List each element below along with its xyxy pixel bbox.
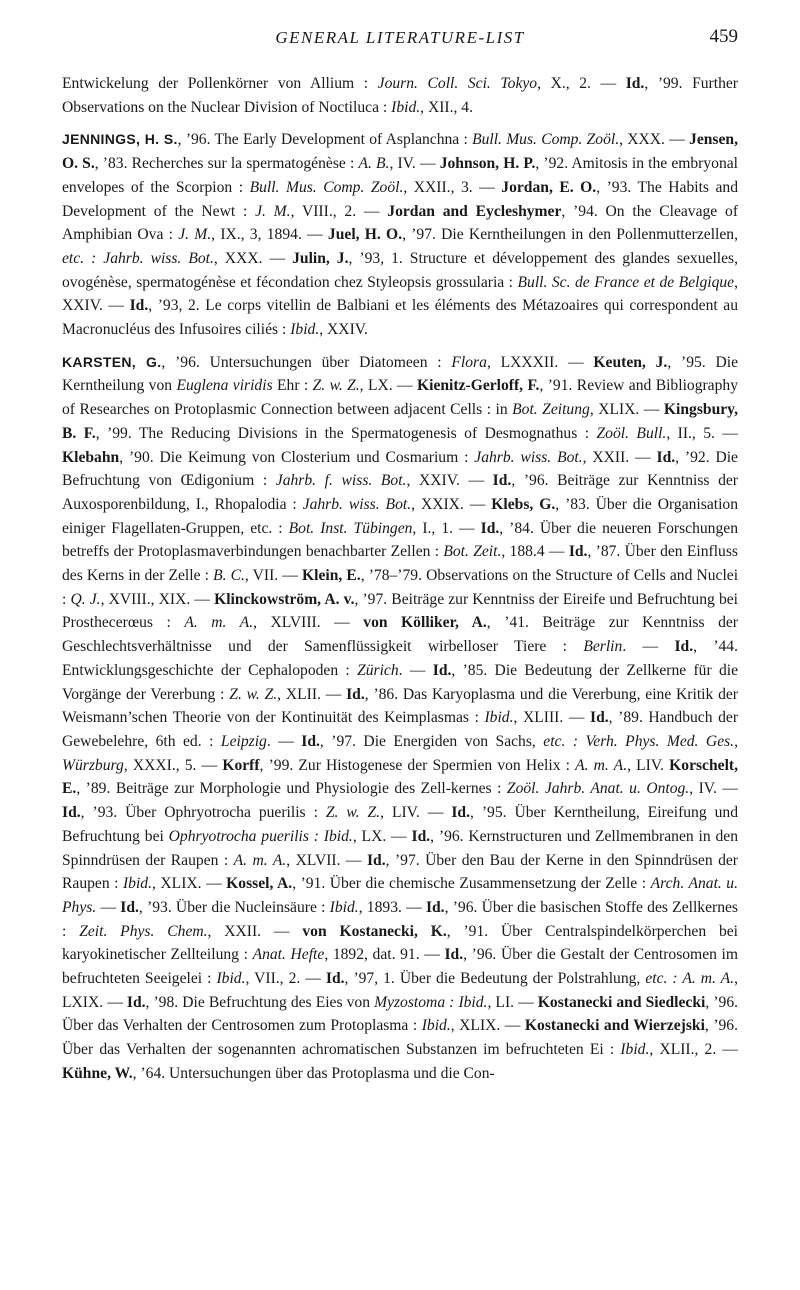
bibliography-entry-continued: Entwickelung der Pollenkörner von Allium : Journ. Coll. Sci. Tokyo, X., 2. — Id., ’99. Further Observations on the Nuclear Division of Noctiluca : Ibid., XII., 4. bbox=[62, 75, 738, 116]
page-header bbox=[62, 24, 738, 68]
bibliography-entry-karsten: KARSTEN, G., ’96. Untersuchungen über Diatomeen : Flora, LXXXII. — Keuten, J., ’95. Die Kerntheilung von Euglena viridis Ehr : Z. w. Z., LX. — Kienitz-Gerloff, F., ’91. Review and Bibliography of Researches on Protoplasmic Connection between adjacent Cells : in Bot. Zeitung, XLIX. — Kingsbury, B. F., ’99. The Reducing Divisions in the Spermatogenesis of Desmognathus : Zoöl. Bull., II., 5. — Klebahn, ’90. Die Keimung von Closterium und Cosmarium : Jahrb. wiss. Bot., XXII. — Id., ’92. Die Befruchtung von Œdigonium : Jahrb. f. wiss. Bot., XXIV. — Id., ’96. Beiträge zur Kenntniss der Auxosporenbildung, I., Rhopalodia : Jahrb. wiss. Bot., XXIX. — Klebs, G., ’83. Über die Organisation einiger Flagellaten-Gruppen, etc. : Bot. Inst. Tübingen, I., 1. — Id., ’84. Über die neueren Forschungen betreffs der Protoplasmaverbindungen benachbarter Zellen : Bot. Zeit., 188.4 — Id., ’87. Über den Einfluss des Kerns in der Zelle : B. C., VII. — Klein, E., ’78–’79. Observations on the Structure of Cells and Nuclei : Q. J., XVIII., XIX. — Klinckowström, A. v., ’97. Beiträge zur Kenntniss der Eireife und Befruchtung bei Prosthecerœus : A. m. A., XLVIII. — von Kölliker, A., ’41. Beiträge zur Kenntniss der Geschlechtsverhältnisse und der Samenflüssigkeit wirbelloser Tiere : Berlin. — Id., ’44. Entwicklungsgeschichte der Cephalopoden : Zürich. — Id., ’85. Die Bedeutung der Zellkerne für die Vorgänge der Vererbung : Z. w. Z., XLII. — Id., ’86. Das Karyoplasma und die Vererbung, eine Kritik der Weismann’schen Theorie von der Kontinuität des Keimplasmas : Ibid., XLIII. — Id., ’89. Handbuch der Gewebelehre, 6th ed. : Leipzig. — Id., ’97. Die Energiden von Sachs, etc. : Verh. Phys. Med. Ges., Würzburg, XXXI., 5. — Korff, ’99. Zur Histogenese der Spermien von Helix : A. m. A., LIV. Korschelt, E., ’89. Beiträge zur Morphologie und Physiologie des Zell-kernes : Zoöl. Jahrb. Anat. u. Ontog., IV. — Id., ’93. Über Ophryotrocha puerilis : Z. w. Z., LIV. — Id., ’95. Über Kerntheilung, Eireifung und Befruchtung bei Ophryotrocha puerilis : Ibid., LX. — Id., ’96. Kernstructuren und Zellmembranen in den Spinndrüsen der Raupen : A. m. A., XLVII. — Id., ’97. Über den Bau der Kerne in den Spinndrüsen der Raupen : Ibid., XLIX. — Kossel, A., ’91. Über die chemische Zusammensetzung der Zelle : Arch. Anat. u. Phys. — Id., ’93. Über die Nucleinsäure : Ibid., 1893. — Id., ’96. Über die basischen Stoffe des Zellkernes : Zeit. Phys. Chem., XXII. — von Kostanecki, K., ’91. Über Centralspindelkörperchen bei karyokinetischer Zellteilung : Anat. Hefte, 1892, dat. 91. — Id., ’96. Über die Gestalt der Centrosomen im befruchteten Seeigelei : Ibid., VII., 2. — Id., ’97, 1. Über die Bedeutung der Polstrahlung, etc. : A. m. A., LXIX. — Id., ’98. Die Befruchtung des Eies von Myzostoma : Ibid., LI. — Kostanecki and Siedlecki, ’96. Über das Verhalten der Centrosomen zum Protoplasma : Ibid., XLIX. — Kostanecki and Wierzejski, ’96. Über das Verhalten der sogenannten achromatischen Substanzen im befruchteten Ei : Ibid., XLII., 2. — Kühne, W., ’64. Untersuchungen über das Protoplasma und die Con- bbox=[62, 353, 739, 1082]
running-title: GENERAL LITERATURE-LIST bbox=[275, 28, 525, 47]
bibliography-entry-jennings: JENNINGS, H. S., ’96. The Early Development of Asplanchna : Bull. Mus. Comp. Zoöl., XXX. — Jensen, O. S., ’83. Recherches sur la spermatogénèse : A. B., IV. — Johnson, H. P., ’92. Amitosis in the embryonal envelopes of the Scorpion : Bull. Mus. Comp. Zoöl., XXII., 3. — Jordan, E. O., ’93. The Habits and Development of the Newt : J. M., VIII., 2. — Jordan and Eycleshymer, ’94. On the Cleavage of Amphibian Ova : J. M., IX., 3, 1894. — Juel, H. O., ’97. Die Kerntheilungen in den Pollenmutterzellen, etc. : Jahrb. wiss. Bot., XXX. — Julin, J., ’93, 1. Structure et développement des glandes sexuelles, ovogénèse, spermatogénèse et fécondation chez Styleopsis grossularia : Bull. Sc. de France et de Belgique, XXIV. — Id., ’93, 2. Le corps vitellin de Balbiani et les éléments des Métazoaires qui correspondent au Macronucléus des Infusoires ciliés : Ibid., XXIV. bbox=[62, 131, 739, 339]
page-number: 459 bbox=[709, 26, 738, 47]
book-page bbox=[62, 24, 738, 1095]
